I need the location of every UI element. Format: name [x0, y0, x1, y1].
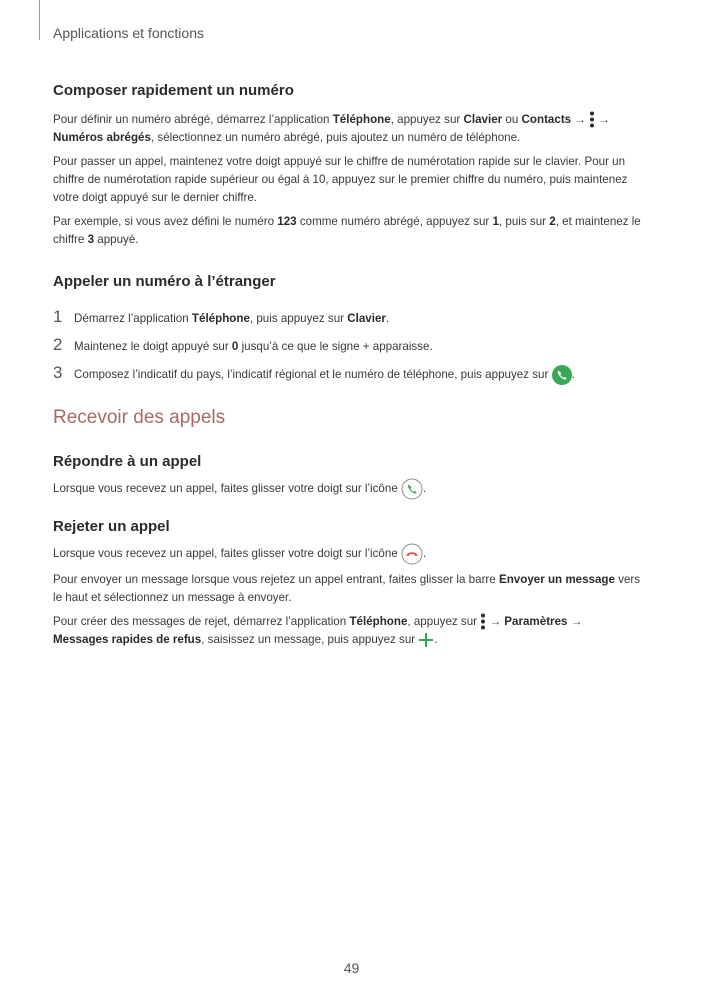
call-button-icon: [552, 365, 572, 385]
step-item: [53, 308, 648, 328]
step-number: 1: [53, 307, 63, 326]
section-heading-answer-call: Répondre à un appel: [53, 452, 202, 470]
step-item: [53, 336, 648, 356]
page-number: 49: [343, 960, 360, 976]
paragraph-answer-call: Lorsque vous recevez un appel, faites glisser votre doigt sur l’icône .: [53, 478, 648, 500]
step-number: 3: [53, 363, 63, 382]
section-heading-speed-dial: Composer rapidement un numéro: [53, 82, 294, 99]
step-text: Maintenez le doigt appuyé sur 0 jusqu’à ce que le signe + apparaisse.: [74, 340, 433, 353]
section-heading-reject-call: Rejeter un appel: [53, 517, 170, 535]
answer-call-icon: [401, 478, 423, 500]
step-text: Composez l’indicatif du pays, l’indicatif régional et le numéro de téléphone, puis appuyez sur .: [74, 365, 575, 385]
paragraph-reject-call: Lorsque vous recevez un appel, faites glisser votre doigt sur l’icône .: [53, 543, 648, 565]
add-icon: [418, 632, 434, 648]
paragraph-speed-dial-usage: Pour passer un appel, maintenez votre doigt appuyé sur le chiffre de numérotation rapide sur le clavier. Pour un chiffre de numérotation rapide supérieur ou égal à 10, appuyez sur le premier chiffre du numéro, puis maintenez votre doigt appuyé sur le dernier chiffre.: [53, 155, 628, 204]
paragraph-reject-with-message: Pour envoyer un message lorsque vous rejetez un appel entrant, faites glisser la barre Envoyer un message vers le haut et sélectionnez un message à envoyer.: [53, 572, 641, 604]
reject-call-icon: [401, 543, 423, 565]
paragraph-speed-dial-example: Par exemple, si vous avez défini le numéro 123 comme numéro abrégé, appuyez sur 1, puis sur 2, et maintenez le chiffre 3 appuyé.: [53, 215, 641, 246]
step-item: [53, 364, 648, 385]
page-content: [53, 82, 648, 649]
page-header-title: Applications et fonctions: [53, 25, 204, 41]
paragraph-create-reject-messages: Pour créer des messages de rejet, démarrez l’application Téléphone, appuyez sur → Paramètres → Messages rapides de refus, saisissez un message, puis appuyez sur .: [53, 614, 583, 646]
section-heading-international-call: Appeler un numéro à l’étranger: [53, 273, 276, 290]
header-rule: [39, 0, 40, 40]
step-number: 2: [53, 335, 63, 354]
chapter-heading-receive-calls: Recevoir des appels: [53, 406, 226, 428]
step-text: Démarrez l’application Téléphone, puis appuyez sur Clavier.: [74, 312, 390, 325]
paragraph-speed-dial-setup: Pour définir un numéro abrégé, démarrez l’application Téléphone, appuyez sur Clavier ou Contacts → → Numéros abrégés, sélectionnez un numéro abrégé, puis ajoutez un numéro de téléphone.: [53, 113, 611, 144]
